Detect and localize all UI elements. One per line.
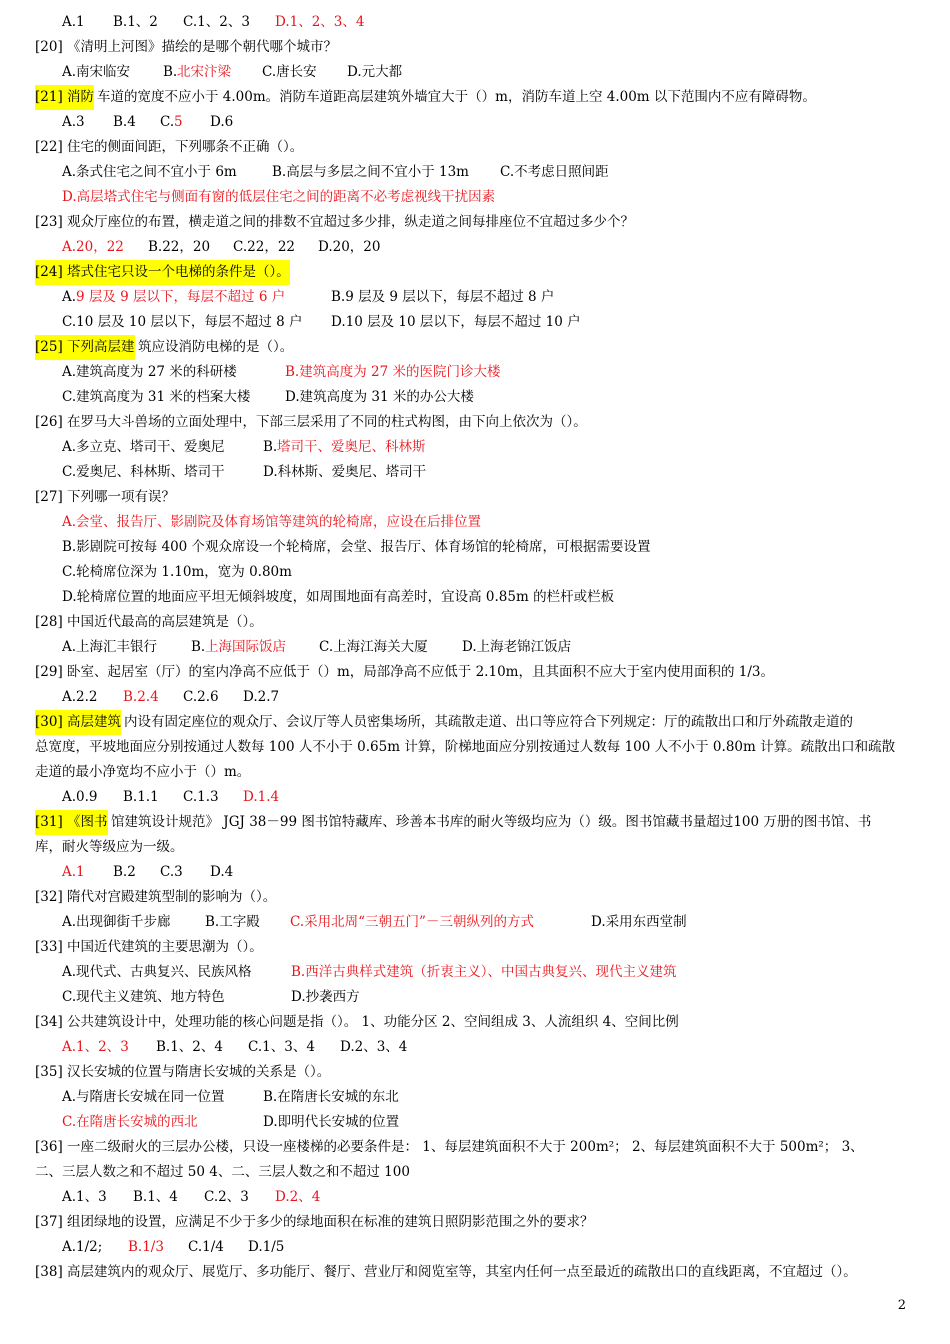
text-segment: C.10 层及 10 层以下，每层不超过 8 户 (62, 314, 303, 330)
text-segment: C.上海江海关大厦 (319, 639, 428, 655)
text-segment: A.南宋临安 (62, 64, 131, 80)
text-segment: C.轮椅席位深为 1.10m，宽为 0.80m (62, 564, 292, 580)
text-segment: A.2.2 (62, 689, 98, 705)
answer-text: 5 (174, 114, 183, 130)
text-segment: [36] 一座二级耐火的三层办公楼，只设一座楼梯的必要条件是： 1、每层建筑面积不大于 200m²； 2、每层建筑面积不大于 500m²； 3、 (35, 1139, 864, 1155)
text-segment: A. (62, 289, 77, 305)
text-line (0, 35, 950, 60)
text-segment: D.10 层及 10 层以下，每层不超过 10 户 (331, 314, 581, 330)
answer-text: B.2.4 (123, 689, 159, 705)
text-segment: C.2、3 (204, 1189, 249, 1205)
highlighted-text: [21] 消防 (35, 85, 94, 110)
text-line (0, 235, 950, 260)
text-segment: [29] 卧室、起居室（厅）的室内净高不应低于（）m，局部净高不应低于 2.10m，且其面积不应大于室内使用面积的 1/3。 (35, 664, 774, 680)
answer-text: C.采用北周“三朝五门”－三朝纵列的方式 (290, 914, 534, 930)
text-line (0, 535, 950, 560)
answer-text: D.2、4 (275, 1189, 321, 1205)
text-segment: [28] 中国近代最高的高层建筑是（）。 (35, 614, 263, 630)
text-segment: [26] 在罗马大斗兽场的立面处理中，下部三层采用了不同的柱式构图，由下向上依次为（）。 (35, 414, 587, 430)
text-segment: A.3 (62, 114, 85, 130)
answer-text: 塔司干、爱奥尼、科林斯 (277, 439, 426, 455)
text-segment: D.2、3、4 (340, 1039, 408, 1055)
text-line (0, 460, 950, 485)
text-segment: [37] 组团绿地的设置，应满足不少于多少的绿地面积在标准的建筑日照阴影范围之外的要求？ (35, 1214, 594, 1230)
text-segment: B.工字殿 (205, 914, 260, 930)
text-segment: D.抄袭西方 (291, 989, 360, 1005)
text-segment: B.2 (113, 864, 136, 880)
text-line (0, 1135, 950, 1160)
text-segment: 总宽度，平坡地面应分别按通过人数每 100 人不小于 0.65m 计算，阶梯地面应分别按通过人数每 100 人不小于 0.80m 计算。疏散出口和疏散 (35, 739, 896, 755)
text-segment: B.1、2 (113, 14, 158, 30)
text-segment: A.建筑高度为 27 米的科研楼 (62, 364, 237, 380)
text-segment: B. (163, 64, 178, 80)
text-segment: D.上海老锦江饭店 (462, 639, 572, 655)
text-line (0, 560, 950, 585)
text-segment: 馆建筑设计规范》 JGJ 38－99 图书馆特藏库、珍善本书库的耐火等级均应为（）级。图书馆藏书量超过100 万册的图书馆、书 (111, 814, 872, 830)
text-segment: [27] 下列哪一项有误？ (35, 489, 176, 505)
text-segment: D.元大都 (347, 64, 403, 80)
answer-text: C.在隋唐长安城的西北 (62, 1114, 198, 1130)
text-segment: [32] 隋代对宫殿建筑型制的影响为（）。 (35, 889, 277, 905)
text-line (0, 1260, 950, 1285)
text-line (0, 85, 950, 110)
text-segment: 内设有固定座位的观众厅、会议厅等人员密集场所，其疏散走道、出口等应符合下列规定：厅的疏散出口和厅外疏散走道的 (124, 714, 853, 730)
text-line (0, 210, 950, 235)
text-segment: D.2.7 (243, 689, 280, 705)
text-line (0, 160, 950, 185)
text-segment: C.1.3 (183, 789, 219, 805)
text-line (0, 1010, 950, 1035)
text-segment: C.22，22 (233, 239, 295, 255)
text-line (0, 335, 950, 360)
page-number: 2 (897, 1298, 906, 1313)
answer-text: B.1/3 (128, 1239, 164, 1255)
text-line (0, 660, 950, 685)
text-line (0, 1085, 950, 1110)
text-line (0, 810, 950, 835)
answer-text: B.建筑高度为 27 米的医院门诊大楼 (285, 364, 501, 380)
text-segment: C.1、2、3 (183, 14, 250, 30)
text-line (0, 1035, 950, 1060)
text-segment: D.4 (210, 864, 234, 880)
text-segment: B.在隋唐长安城的东北 (263, 1089, 399, 1105)
answer-text: A.1 (62, 864, 85, 880)
text-segment: A.上海汇丰银行 (62, 639, 158, 655)
text-segment: B.1、2、4 (156, 1039, 223, 1055)
text-segment: D.建筑高度为 31 米的办公大楼 (285, 389, 474, 405)
text-segment: C.1/4 (188, 1239, 224, 1255)
text-segment: A.多立克、塔司干、爱奥尼 (62, 439, 225, 455)
text-segment: 二、三层人数之和不超过 50 4、二、三层人数之和不超过 100 (35, 1164, 410, 1180)
answer-text: B.西洋古典样式建筑（折衷主义）、中国古典复兴、现代主义建筑 (291, 964, 677, 980)
text-line (0, 1235, 950, 1260)
answer-text: A.1、2、3 (62, 1039, 129, 1055)
text-segment: D.20，20 (318, 239, 381, 255)
text-segment: [38] 高层建筑内的观众厅、展览厅、多功能厅、餐厅、营业厅和阅览室等，其室内任何一点至最近的疏散出口的直线距离，不宜超过（）。 (35, 1264, 857, 1280)
highlighted-text: [24] 塔式住宅只设一个电梯的条件是（）。 (35, 260, 290, 285)
text-segment: 库，耐火等级应为一级。 (35, 839, 184, 855)
text-line (0, 935, 950, 960)
text-segment: [20] 《清明上河图》描绘的是哪个朝代哪个城市？ (35, 39, 338, 55)
text-line (0, 610, 950, 635)
text-segment: D.6 (210, 114, 234, 130)
text-segment: C. (160, 114, 175, 130)
text-line (0, 1160, 950, 1185)
text-segment: B.高层与多层之间不宜小于 13m (272, 164, 469, 180)
answer-text: A.会堂、报告厅、影剧院及体育场馆等建筑的轮椅席，应设在后排位置 (62, 514, 482, 530)
text-line (0, 860, 950, 885)
text-line (0, 60, 950, 85)
text-line (0, 1210, 950, 1235)
text-segment: B.4 (113, 114, 136, 130)
text-segment: B.1、4 (133, 1189, 178, 1205)
text-line (0, 360, 950, 385)
text-segment: A.1/2; (62, 1239, 103, 1255)
answer-text: A.20，22 (62, 239, 124, 255)
text-line (0, 835, 950, 860)
text-line (0, 285, 950, 310)
text-segment: 走道的最小净宽均不应小于（）m。 (35, 764, 251, 780)
answer-text: D.1.4 (243, 789, 280, 805)
text-segment: [23] 观众厅座位的布置，横走道之间的排数不宜超过多少排，纵走道之间每排座位不宜超过多少个？ (35, 214, 635, 230)
text-segment: B. (263, 439, 278, 455)
text-line (0, 635, 950, 660)
text-line (0, 435, 950, 460)
text-segment: C.建筑高度为 31 米的档案大楼 (62, 389, 251, 405)
text-segment: [34] 公共建筑设计中，处理功能的核心问题是指（）。 1、功能分区 2、空间组成 3、人流组织 4、空间比例 (35, 1014, 679, 1030)
text-segment: [33] 中国近代建筑的主要思潮为（）。 (35, 939, 263, 955)
text-segment: C.2.6 (183, 689, 219, 705)
text-segment: A.现代式、古典复兴、民族风格 (62, 964, 252, 980)
text-segment: B.9 层及 9 层以下，每层不超过 8 户 (331, 289, 555, 305)
text-segment: C.现代主义建筑、地方特色 (62, 989, 225, 1005)
highlighted-text: [30] 高层建筑 (35, 710, 121, 735)
text-line (0, 910, 950, 935)
text-segment: [35] 汉长安城的位置与隋唐长安城的关系是（）。 (35, 1064, 331, 1080)
text-segment: C.3 (160, 864, 183, 880)
text-segment: B.1.1 (123, 789, 159, 805)
text-line (0, 1110, 950, 1135)
text-line (0, 510, 950, 535)
text-segment: C.1、3、4 (248, 1039, 315, 1055)
text-segment: A.1、3 (62, 1189, 107, 1205)
text-line (0, 585, 950, 610)
answer-text: 9 层及 9 层以下，每层不超过 6 户 (76, 289, 286, 305)
text-line (0, 410, 950, 435)
text-line (0, 735, 950, 760)
text-segment: B. (191, 639, 206, 655)
text-line (0, 685, 950, 710)
text-line (0, 710, 950, 735)
text-segment: A.条式住宅之间不宜小于 6m (62, 164, 237, 180)
text-segment: D.科林斯、爱奥尼、塔司干 (263, 464, 427, 480)
answer-text: 上海国际饭店 (205, 639, 286, 655)
answer-text: 北宋汴梁 (177, 64, 231, 80)
text-segment: C.不考虑日照间距 (500, 164, 609, 180)
highlighted-text: [25] 下列高层建 (35, 335, 135, 360)
text-segment: D.即明代长安城的位置 (263, 1114, 400, 1130)
text-segment: D.1/5 (248, 1239, 285, 1255)
text-line (0, 485, 950, 510)
text-segment: A.与隋唐长安城在同一位置 (62, 1089, 225, 1105)
text-line (0, 110, 950, 135)
text-segment: D.采用东西堂制 (591, 914, 687, 930)
text-segment: 车道的宽度不应小于 4.00m。消防车道距高层建筑外墙宜大于（）m，消防车道上空 4.00m 以下范围内不应有障碍物。 (97, 89, 816, 105)
text-line (0, 985, 950, 1010)
text-line (0, 135, 950, 160)
text-segment: D.轮椅席位置的地面应平坦无倾斜坡度，如周围地面有高差时，宜设高 0.85m 的栏杆或栏板 (62, 589, 615, 605)
text-line (0, 185, 950, 210)
text-line (0, 385, 950, 410)
text-segment: 筑应设消防电梯的是（）。 (138, 339, 294, 355)
text-segment: A.0.9 (62, 789, 98, 805)
text-segment: C.爱奥尼、科林斯、塔司干 (62, 464, 225, 480)
highlighted-text: [31] 《图书 (35, 810, 108, 835)
answer-text: D.1、2、3、4 (275, 14, 365, 30)
text-line (0, 960, 950, 985)
text-segment: C.唐长安 (262, 64, 317, 80)
text-segment: A.1 (62, 14, 85, 30)
text-line (0, 885, 950, 910)
text-line (0, 1060, 950, 1085)
text-line (0, 10, 950, 35)
text-line (0, 785, 950, 810)
text-line (0, 760, 950, 785)
text-line (0, 1185, 950, 1210)
text-segment: B.22，20 (148, 239, 211, 255)
text-segment: A.出现御街千步廊 (62, 914, 171, 930)
answer-text: D.高层塔式住宅与侧面有窗的低层住宅之间的距离不必考虑视线干扰因素 (62, 189, 496, 205)
text-line (0, 310, 950, 335)
text-line (0, 260, 950, 285)
text-segment: [22] 住宅的侧面间距，下列哪条不正确（）。 (35, 139, 304, 155)
text-segment: B.影剧院可按每 400 个观众席设一个轮椅席，会堂、报告厅、体育场馆的轮椅席，可根据需要设置 (62, 539, 651, 555)
